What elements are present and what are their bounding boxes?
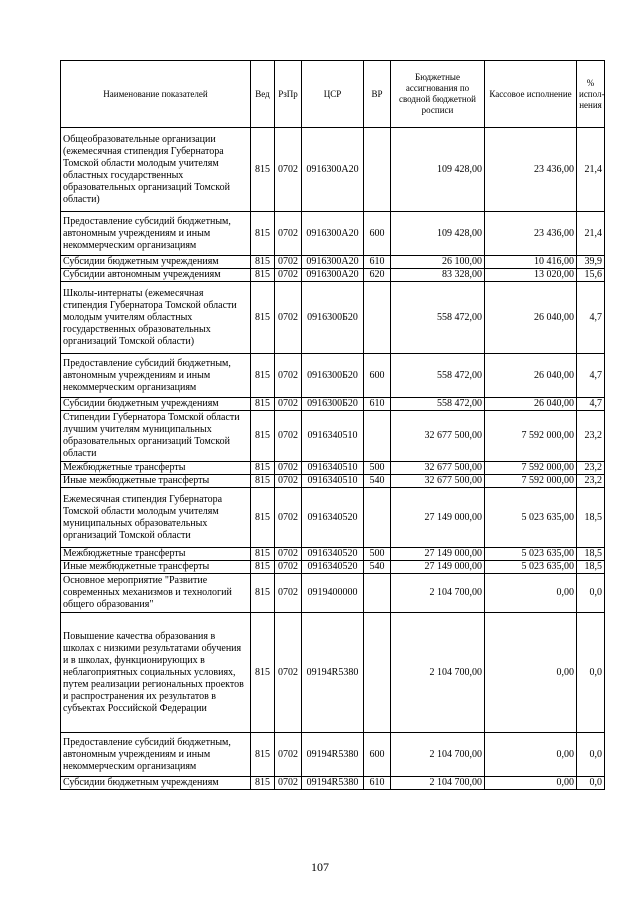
header-rzpr: РзПр bbox=[275, 61, 302, 128]
cell-rzpr: 0702 bbox=[275, 256, 302, 269]
cell-pct: 18,5 bbox=[577, 548, 605, 561]
table-row bbox=[61, 462, 605, 475]
table-row bbox=[61, 398, 605, 411]
cell-assign: 558 472,00 bbox=[391, 398, 485, 411]
table-row bbox=[61, 777, 605, 790]
cell-csr: 0916300Б20 bbox=[302, 282, 364, 354]
cell-ved: 815 bbox=[251, 561, 275, 574]
cell-csr: 09194R5380 bbox=[302, 613, 364, 733]
cell-name: Школы-интернаты (ежемесячная стипендия Губернатора Томской области молодым учителям областных государственных образовательных организаций Томской области) bbox=[61, 282, 251, 354]
header-ved: Вед bbox=[251, 61, 275, 128]
cell-vr bbox=[364, 411, 391, 462]
cell-assign: 558 472,00 bbox=[391, 282, 485, 354]
cell-csr: 0916300Б20 bbox=[302, 398, 364, 411]
cell-cash: 23 436,00 bbox=[485, 128, 577, 212]
cell-vr: 600 bbox=[364, 212, 391, 256]
cell-name: Иные межбюджетные трансферты bbox=[61, 561, 251, 574]
cell-vr: 500 bbox=[364, 462, 391, 475]
table-row bbox=[61, 128, 605, 212]
cell-vr: 610 bbox=[364, 777, 391, 790]
header-csr: ЦСР bbox=[302, 61, 364, 128]
cell-vr bbox=[364, 282, 391, 354]
cell-csr: 0916300Б20 bbox=[302, 354, 364, 398]
cell-cash: 0,00 bbox=[485, 733, 577, 777]
cell-name: Предоставление субсидий бюджетным, автономным учреждениям и иным некоммерческим организациям bbox=[61, 354, 251, 398]
cell-pct: 21,4 bbox=[577, 128, 605, 212]
cell-vr: 540 bbox=[364, 475, 391, 488]
cell-cash: 7 592 000,00 bbox=[485, 411, 577, 462]
cell-ved: 815 bbox=[251, 269, 275, 282]
table-row bbox=[61, 574, 605, 613]
cell-pct: 4,7 bbox=[577, 354, 605, 398]
cell-name: Предоставление субсидий бюджетным, автономным учреждениям и иным некоммерческим организациям bbox=[61, 212, 251, 256]
cell-assign: 83 328,00 bbox=[391, 269, 485, 282]
cell-pct: 23,2 bbox=[577, 462, 605, 475]
table-row bbox=[61, 411, 605, 462]
cell-name: Ежемесячная стипендия Губернатора Томской области молодым учителям муниципальных образовательных организаций Томской области bbox=[61, 488, 251, 548]
cell-ved: 815 bbox=[251, 354, 275, 398]
cell-assign: 109 428,00 bbox=[391, 212, 485, 256]
cell-vr bbox=[364, 488, 391, 548]
header-vr: ВР bbox=[364, 61, 391, 128]
cell-assign: 558 472,00 bbox=[391, 354, 485, 398]
cell-cash: 5 023 635,00 bbox=[485, 488, 577, 548]
cell-rzpr: 0702 bbox=[275, 574, 302, 613]
cell-rzpr: 0702 bbox=[275, 462, 302, 475]
cell-name: Основное мероприятие "Развитие современных механизмов и технологий общего образования" bbox=[61, 574, 251, 613]
cell-ved: 815 bbox=[251, 733, 275, 777]
cell-cash: 7 592 000,00 bbox=[485, 475, 577, 488]
cell-assign: 26 100,00 bbox=[391, 256, 485, 269]
cell-rzpr: 0702 bbox=[275, 548, 302, 561]
cell-name: Субсидии автономным учреждениям bbox=[61, 269, 251, 282]
cell-vr: 620 bbox=[364, 269, 391, 282]
cell-ved: 815 bbox=[251, 488, 275, 548]
cell-vr bbox=[364, 613, 391, 733]
cell-cash: 26 040,00 bbox=[485, 398, 577, 411]
cell-ved: 815 bbox=[251, 128, 275, 212]
cell-csr: 09194R5380 bbox=[302, 777, 364, 790]
cell-pct: 0,0 bbox=[577, 777, 605, 790]
cell-cash: 26 040,00 bbox=[485, 282, 577, 354]
cell-ved: 815 bbox=[251, 613, 275, 733]
table-row bbox=[61, 256, 605, 269]
cell-rzpr: 0702 bbox=[275, 733, 302, 777]
table-row bbox=[61, 282, 605, 354]
cell-vr: 610 bbox=[364, 398, 391, 411]
cell-pct: 0,0 bbox=[577, 613, 605, 733]
cell-cash: 5 023 635,00 bbox=[485, 561, 577, 574]
header-percent: % испол-нения bbox=[577, 61, 605, 128]
table-row bbox=[61, 561, 605, 574]
cell-assign: 27 149 000,00 bbox=[391, 488, 485, 548]
cell-assign: 32 677 500,00 bbox=[391, 475, 485, 488]
header-name: Наименование показателей bbox=[61, 61, 251, 128]
header-assignments: Бюджетные ассигнования по сводной бюджетной росписи bbox=[391, 61, 485, 128]
cell-pct: 18,5 bbox=[577, 561, 605, 574]
cell-pct: 15,6 bbox=[577, 269, 605, 282]
cell-assign: 27 149 000,00 bbox=[391, 561, 485, 574]
cell-pct: 23,2 bbox=[577, 411, 605, 462]
cell-csr: 0916340510 bbox=[302, 462, 364, 475]
cell-ved: 815 bbox=[251, 475, 275, 488]
cell-assign: 2 104 700,00 bbox=[391, 777, 485, 790]
cell-rzpr: 0702 bbox=[275, 269, 302, 282]
cell-cash: 5 023 635,00 bbox=[485, 548, 577, 561]
cell-cash: 26 040,00 bbox=[485, 354, 577, 398]
cell-csr: 0916340520 bbox=[302, 548, 364, 561]
cell-name: Стипендии Губернатора Томской области лучшим учителям муниципальных образовательных организаций Томской области bbox=[61, 411, 251, 462]
cell-pct: 4,7 bbox=[577, 398, 605, 411]
cell-csr: 0916340520 bbox=[302, 488, 364, 548]
cell-vr bbox=[364, 128, 391, 212]
cell-name: Межбюджетные трансферты bbox=[61, 462, 251, 475]
cell-rzpr: 0702 bbox=[275, 777, 302, 790]
cell-csr: 0916300А20 bbox=[302, 128, 364, 212]
cell-assign: 2 104 700,00 bbox=[391, 613, 485, 733]
cell-cash: 0,00 bbox=[485, 777, 577, 790]
cell-rzpr: 0702 bbox=[275, 475, 302, 488]
cell-cash: 23 436,00 bbox=[485, 212, 577, 256]
cell-assign: 2 104 700,00 bbox=[391, 733, 485, 777]
table-row bbox=[61, 488, 605, 548]
cell-assign: 2 104 700,00 bbox=[391, 574, 485, 613]
page-number: 107 bbox=[311, 860, 329, 874]
cell-rzpr: 0702 bbox=[275, 561, 302, 574]
cell-rzpr: 0702 bbox=[275, 411, 302, 462]
cell-cash: 7 592 000,00 bbox=[485, 462, 577, 475]
cell-vr: 610 bbox=[364, 256, 391, 269]
cell-name: Иные межбюджетные трансферты bbox=[61, 475, 251, 488]
cell-assign: 32 677 500,00 bbox=[391, 462, 485, 475]
cell-rzpr: 0702 bbox=[275, 212, 302, 256]
cell-assign: 32 677 500,00 bbox=[391, 411, 485, 462]
cell-rzpr: 0702 bbox=[275, 613, 302, 733]
cell-rzpr: 0702 bbox=[275, 128, 302, 212]
table-row bbox=[61, 613, 605, 733]
cell-ved: 815 bbox=[251, 256, 275, 269]
table-row bbox=[61, 548, 605, 561]
cell-ved: 815 bbox=[251, 462, 275, 475]
cell-pct: 0,0 bbox=[577, 574, 605, 613]
header-cash-execution: Кассовое исполнение bbox=[485, 61, 577, 128]
cell-cash: 0,00 bbox=[485, 613, 577, 733]
cell-assign: 27 149 000,00 bbox=[391, 548, 485, 561]
cell-pct: 23,2 bbox=[577, 475, 605, 488]
cell-cash: 10 416,00 bbox=[485, 256, 577, 269]
cell-vr: 600 bbox=[364, 733, 391, 777]
cell-name: Субсидии бюджетным учреждениям bbox=[61, 398, 251, 411]
cell-ved: 815 bbox=[251, 411, 275, 462]
cell-csr: 0916340520 bbox=[302, 561, 364, 574]
cell-ved: 815 bbox=[251, 398, 275, 411]
cell-rzpr: 0702 bbox=[275, 282, 302, 354]
cell-name: Субсидии бюджетным учреждениям bbox=[61, 256, 251, 269]
cell-pct: 4,7 bbox=[577, 282, 605, 354]
cell-csr: 0916300А20 bbox=[302, 269, 364, 282]
cell-vr: 600 bbox=[364, 354, 391, 398]
cell-csr: 0916340510 bbox=[302, 475, 364, 488]
cell-csr: 0916300А20 bbox=[302, 256, 364, 269]
cell-ved: 815 bbox=[251, 212, 275, 256]
cell-pct: 21,4 bbox=[577, 212, 605, 256]
cell-name: Субсидии бюджетным учреждениям bbox=[61, 777, 251, 790]
cell-name: Межбюджетные трансферты bbox=[61, 548, 251, 561]
cell-pct: 0,0 bbox=[577, 733, 605, 777]
header-row bbox=[61, 61, 605, 128]
cell-cash: 0,00 bbox=[485, 574, 577, 613]
cell-ved: 815 bbox=[251, 777, 275, 790]
cell-rzpr: 0702 bbox=[275, 398, 302, 411]
cell-vr: 540 bbox=[364, 561, 391, 574]
cell-pct: 39,9 bbox=[577, 256, 605, 269]
cell-rzpr: 0702 bbox=[275, 488, 302, 548]
cell-rzpr: 0702 bbox=[275, 354, 302, 398]
cell-pct: 18,5 bbox=[577, 488, 605, 548]
cell-ved: 815 bbox=[251, 282, 275, 354]
table-row bbox=[61, 733, 605, 777]
table-row bbox=[61, 475, 605, 488]
cell-vr: 500 bbox=[364, 548, 391, 561]
cell-csr: 0916300А20 bbox=[302, 212, 364, 256]
cell-name: Предоставление субсидий бюджетным, автономным учреждениям и иным некоммерческим организациям bbox=[61, 733, 251, 777]
cell-assign: 109 428,00 bbox=[391, 128, 485, 212]
cell-csr: 09194R5380 bbox=[302, 733, 364, 777]
budget-table bbox=[60, 60, 605, 790]
cell-name: Общеобразовательные организации (ежемесячная стипендия Губернатора Томской области молодым учителям областных государственных образовательных организаций Томской области) bbox=[61, 128, 251, 212]
cell-csr: 0919400000 bbox=[302, 574, 364, 613]
cell-csr: 0916340510 bbox=[302, 411, 364, 462]
table-row bbox=[61, 269, 605, 282]
cell-ved: 815 bbox=[251, 548, 275, 561]
table-row bbox=[61, 212, 605, 256]
table-row bbox=[61, 354, 605, 398]
cell-vr bbox=[364, 574, 391, 613]
cell-cash: 13 020,00 bbox=[485, 269, 577, 282]
cell-name: Повышение качества образования в школах с низкими результатами обучения и в школах, функционирующих в неблагоприятных социальных условиях, путем реализации региональных проектов и распространения их результатов в субъектах Российской Федерации bbox=[61, 613, 251, 733]
cell-ved: 815 bbox=[251, 574, 275, 613]
